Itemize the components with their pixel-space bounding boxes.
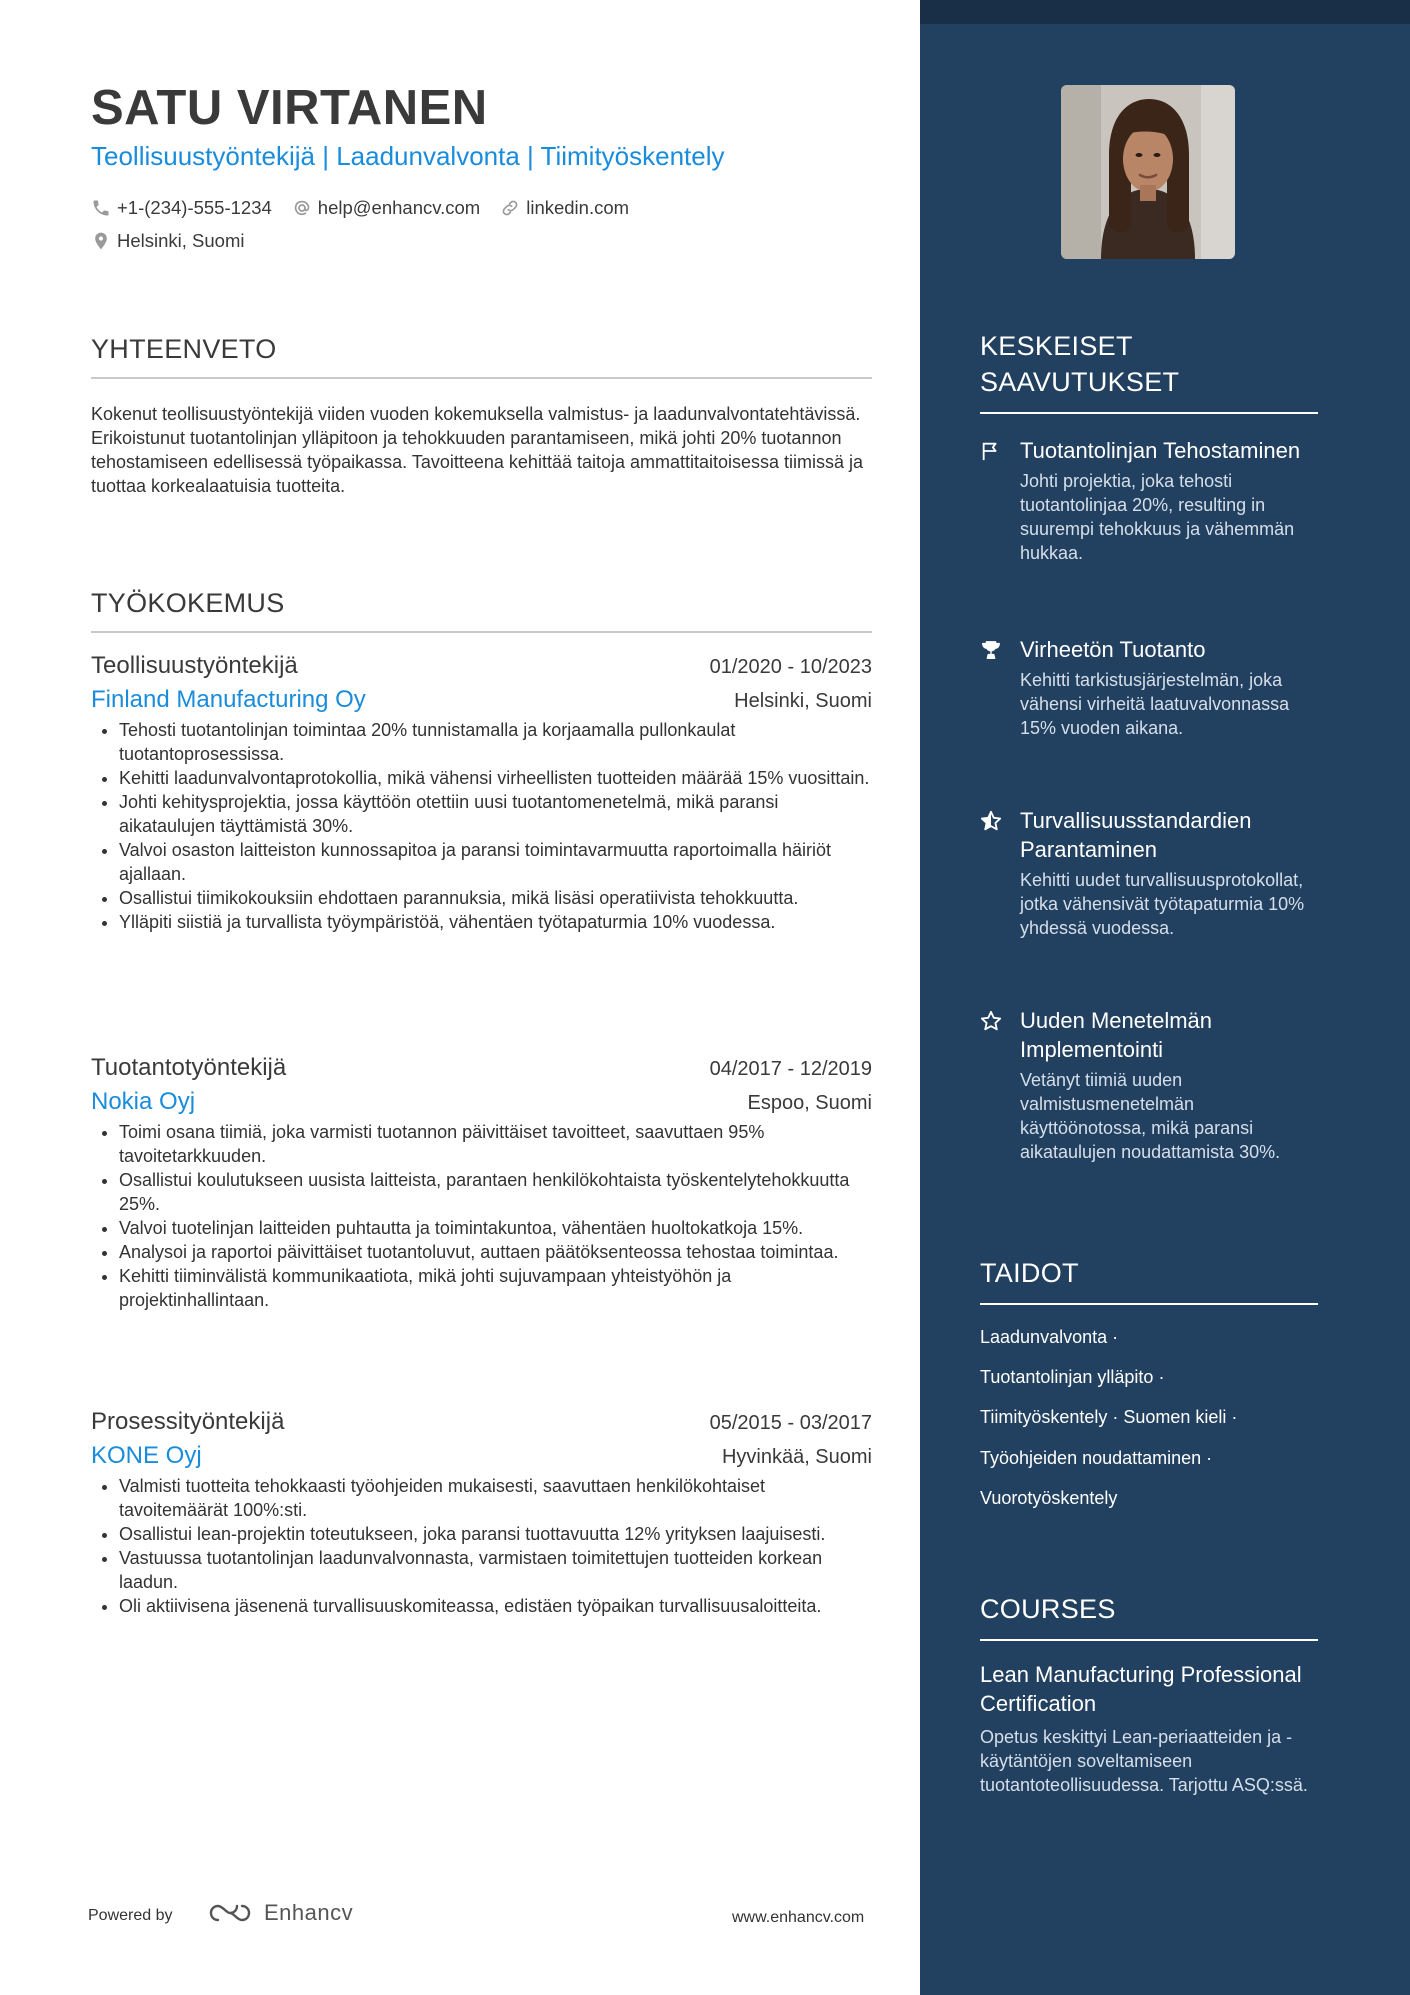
job-bullet: • Valmisti tuotteita tehokkaasti työohjeiden mukaisesti, saavuttaen henkilökohtaiset tavoitemäärät 100%:sti. [119, 1474, 872, 1522]
achievements-title: KESKEISET SAAVUTUKSET [980, 328, 1318, 414]
job-company: Finland Manufacturing Oy [91, 686, 366, 713]
footer-powered-by: Powered by [88, 1907, 173, 1924]
flag-icon [980, 440, 1002, 462]
job-dates: 01/2020 - 10/2023 [709, 656, 872, 678]
footer-url[interactable]: www.enhancv.com [732, 1909, 865, 1926]
job-bullet: • Ylläpiti siistiä ja turvallista työympäristöä, vähentäen työtapaturmia 10% vuodessa. [119, 910, 872, 934]
job-bullet: • Vastuussa tuotantolinjan laadunvalvonnasta, varmistaen toimitettujen tuotteiden korkean laadun. [119, 1546, 872, 1594]
job-bullet: • Kehitti tiiminvälistä kommunikaatiota, mikä johti sujuvampaan yhteistyöhön ja projektinhallintaan. [119, 1264, 872, 1312]
location-pin-icon [91, 231, 111, 251]
skill-line: Tiimityöskentely · Suomen kieli · [980, 1407, 1238, 1427]
job-bullet: • Oli aktiivisena jäsenenä turvallisuuskomiteassa, edistäen työpaikan turvallisuusaloitteita. [119, 1594, 872, 1618]
course-title: Lean Manufacturing Professional Certification [980, 1662, 1302, 1716]
skill-line: Laadunvalvonta · [980, 1327, 1119, 1347]
contact-linkedin [500, 197, 629, 219]
profile-photo [1061, 85, 1235, 259]
achievement-item [980, 806, 1320, 940]
summary-text: Kokenut teollisuustyöntekijä viiden vuoden kokemuksella valmistus- ja laadunvalvontatehtävissä. Erikoistunut tuotantolinjan ylläpitoon ja tehokkuuden parantamiseen, mikä johti 20% tuotannon tehostamiseen edellisessä työpaikassa. Tavoitteena kehittää taitoja ammattitaitoisessa tiimissä ja tuottaa korkealaatuisia tuotteita. [91, 404, 864, 496]
job-title: Teollisuustyöntekijä [91, 652, 298, 679]
experience-title: TYÖKOKEMUS [91, 588, 872, 633]
job-company: Nokia Oyj [91, 1088, 196, 1115]
job-entry [91, 652, 872, 934]
achievement-item [980, 635, 1320, 740]
achievement-desc: Johti projektia, joka tehosti tuotantolinjaa 20%, resulting in suurempi tehokkuus ja vähemmän hukkaa. [1020, 471, 1295, 563]
achievement-title: Turvallisuusstandardien Parantaminen [1020, 808, 1252, 862]
job-bullet: • Johti kehitysprojektia, jossa käyttöön otettiin uusi tuotantomenetelmä, mikä paransi aikataulujen täyttämistä 30%. [119, 790, 872, 838]
achievement-desc: Kehitti uudet turvallisuusprotokollat, jotka vähensivät työtapaturmia 10% yhdessä vuodessa. [1020, 870, 1305, 938]
contact-row [91, 197, 629, 219]
job-bullets [91, 1120, 872, 1312]
sidebar-top-bar [920, 0, 1410, 24]
job-company: KONE Oyj [91, 1442, 202, 1469]
footer-brand: Enhancv [264, 1900, 354, 1925]
job-bullet: • Analysoi ja raportoi päivittäiset tuotantoluvut, auttaen päätöksenteossa tehostaa toimintaa. [119, 1240, 872, 1264]
achievement-title: Virheetön Tuotanto [1020, 637, 1206, 662]
at-icon [292, 198, 312, 218]
achievement-item [980, 1006, 1320, 1164]
trophy-icon [980, 639, 1002, 661]
job-bullet: • Osallistui tiimikokouksiin ehdottaen parannuksia, mikä lisäsi operatiivista tehokkuutta. [119, 886, 872, 910]
job-bullets [91, 1474, 872, 1618]
portrait-image [1061, 85, 1235, 259]
link-icon [500, 198, 520, 218]
skill-line: Vuorotyöskentely [980, 1488, 1118, 1508]
job-location: Espoo, Suomi [747, 1092, 872, 1114]
contact-phone [91, 197, 272, 219]
achievement-title: Uuden Menetelmän Implementointi [1020, 1008, 1213, 1062]
location-text: Helsinki, Suomi [117, 230, 245, 251]
achievement-item [980, 436, 1320, 565]
star-outline-icon [980, 1010, 1002, 1032]
job-bullet: • Tehosti tuotantolinjan toimintaa 20% tunnistamalla ja korjaamalla pullonkaulat tuotantoprosessissa. [119, 718, 872, 766]
phone-text[interactable]: +1-(234)-555-1234 [117, 197, 272, 218]
email-text[interactable]: help@enhancv.com [317, 197, 481, 218]
job-location: Hyvinkää, Suomi [721, 1446, 872, 1468]
summary-title: YHTEENVETO [91, 334, 872, 379]
courses-title: COURSES [980, 1591, 1318, 1641]
achievement-desc: Vetänyt tiimiä uuden valmistusmenetelmän käyttöönotossa, mikä paransi aikataulujen noudattamista 30%. [1020, 1070, 1281, 1162]
job-title: Prosessityöntekijä [91, 1408, 285, 1435]
contact-location [91, 230, 245, 252]
location-row [91, 230, 245, 252]
job-bullet: • Osallistui koulutukseen uusista laitteista, parantaen henkilökohtaista työskentelytehokkuutta 25%. [119, 1168, 872, 1216]
candidate-name: SATU VIRTANEN [91, 81, 488, 135]
job-bullet: • Toimi osana tiimiä, joka varmisti tuotannon päivittäiset tavoitteet, saavuttaen 95% tavoitetarkkuuden. [119, 1120, 872, 1168]
skill-line: Tuotantolinjan ylläpito · [980, 1367, 1165, 1387]
job-entry [91, 1054, 872, 1312]
footer-logo[interactable] [206, 1900, 353, 1926]
job-bullet: • Osallistui lean-projektin toteutukseen, joka paransi tuottavuutta 12% yrityksen laajuisesti. [119, 1522, 872, 1546]
achievement-desc: Kehitti tarkistusjärjestelmän, joka vähensi virheitä laatuvalvonnassa 15% vuoden aikana. [1020, 670, 1290, 738]
job-bullet: • Kehitti laadunvalvontaprotokollia, mikä vähensi virheellisten tuotteiden määrää 15% vuosittain. [119, 766, 872, 790]
skill-line: Työohjeiden noudattaminen · [980, 1448, 1213, 1468]
star-half-icon [980, 810, 1002, 832]
job-title: Tuotantotyöntekijä [91, 1054, 287, 1081]
phone-icon [91, 198, 111, 218]
tagline: Teollisuustyöntekijä | Laadunvalvonta | Tiimityöskentely [91, 141, 725, 171]
job-dates: 04/2017 - 12/2019 [709, 1058, 872, 1080]
course-desc: Opetus keskittyi Lean-periaatteiden ja -käytäntöjen soveltamiseen tuotantoteollisuudessa. Tarjottu ASQ:ssä. [980, 1727, 1308, 1795]
enhancv-logo-icon [206, 1900, 254, 1926]
job-location: Helsinki, Suomi [734, 690, 872, 712]
job-entry [91, 1408, 872, 1618]
skills-title: TAIDOT [980, 1255, 1318, 1305]
job-dates: 05/2015 - 03/2017 [709, 1412, 872, 1434]
job-bullet: • Valvoi osaston laitteiston kunnossapitoa ja paransi toimintavarmuutta raportoimalla häiriöt ajallaan. [119, 838, 872, 886]
achievement-title: Tuotantolinjan Tehostaminen [1020, 438, 1301, 463]
contact-email [292, 197, 480, 219]
job-bullet: • Valvoi tuotelinjan laitteiden puhtautta ja toimintakuntoa, vähentäen huoltokatkoja 15%. [119, 1216, 872, 1240]
linkedin-text[interactable]: linkedin.com [526, 197, 630, 218]
job-bullets [91, 718, 872, 934]
